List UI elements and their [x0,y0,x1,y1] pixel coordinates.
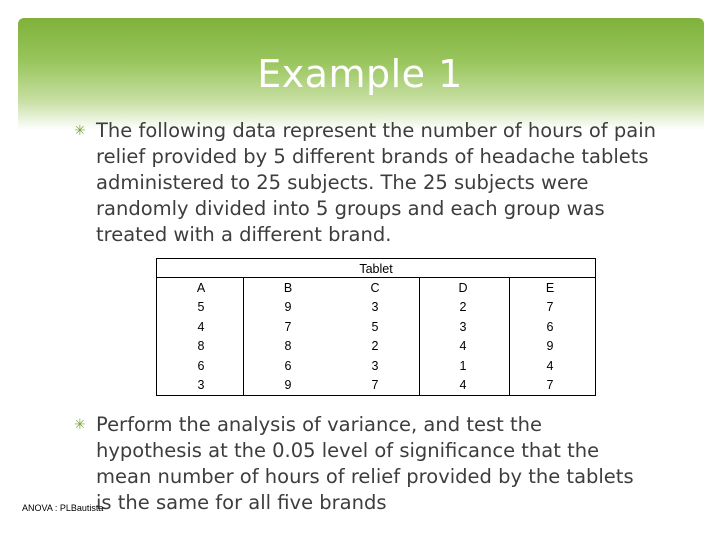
asterisk-icon: ✳ [74,417,86,433]
column-header: A [196,281,206,295]
column-rule [419,277,420,395]
table-cell: 9 [284,377,292,392]
bullet-text-2: Perform the analysis of variance, and test the hypothesis at the 0.05 level of significance that the mean number of hours of relief provided by the tablets is the same for all five brands [96,413,634,514]
table-cell: 4 [197,319,205,334]
column-header: D [458,281,468,295]
asterisk-icon: ✳ [74,123,86,139]
table-cell: 6 [284,358,292,373]
table-column-b [258,279,318,395]
table-cell: 9 [546,339,554,354]
data-table [156,258,596,396]
table-cell: 1 [459,358,467,373]
table-header-rule [157,277,595,278]
bullet-text-1: The following data represent the number of hours of pain relief provided by 5 different brands of headache tablets administered to 25 subjects. The 25 subjects were randomly divided into 5 groups and each group was treated with a different brand. [96,119,656,246]
table-cell: 5 [197,300,205,315]
table-column-d [433,279,493,395]
table-cell: 7 [371,377,379,392]
bullet-item-2 [74,412,636,516]
table-cell: 3 [371,300,379,315]
table-title: Tablet [359,262,393,276]
table-cell: 5 [371,319,379,334]
table-cell: 4 [459,377,467,392]
bullet-item-1 [74,118,656,248]
table-cell: 4 [546,358,554,373]
table-cell: 4 [459,339,467,354]
table-column-e [520,279,580,395]
column-header: B [283,281,293,295]
column-rule [509,277,510,395]
table-cell: 8 [197,339,205,354]
table-cell: 3 [371,358,379,373]
table-cell: 8 [284,339,292,354]
table-cell: 6 [546,319,554,334]
table-cell: 2 [459,300,467,315]
table-cell: 3 [197,377,205,392]
column-rule [243,277,244,395]
table-cell: 7 [546,377,554,392]
table-cell: 2 [371,339,379,354]
table-cell: 9 [284,300,292,315]
column-header: C [370,281,380,295]
slide-title: Example 1 [257,52,463,96]
column-header: E [545,281,555,295]
table-column-a [171,279,231,395]
slide-footer: ANOVA : PLBautista [22,503,104,513]
table-cell: 7 [284,319,292,334]
table-cell: 7 [546,300,554,315]
table-column-c [345,279,405,395]
table-cell: 3 [459,319,467,334]
table-cell: 6 [197,358,205,373]
